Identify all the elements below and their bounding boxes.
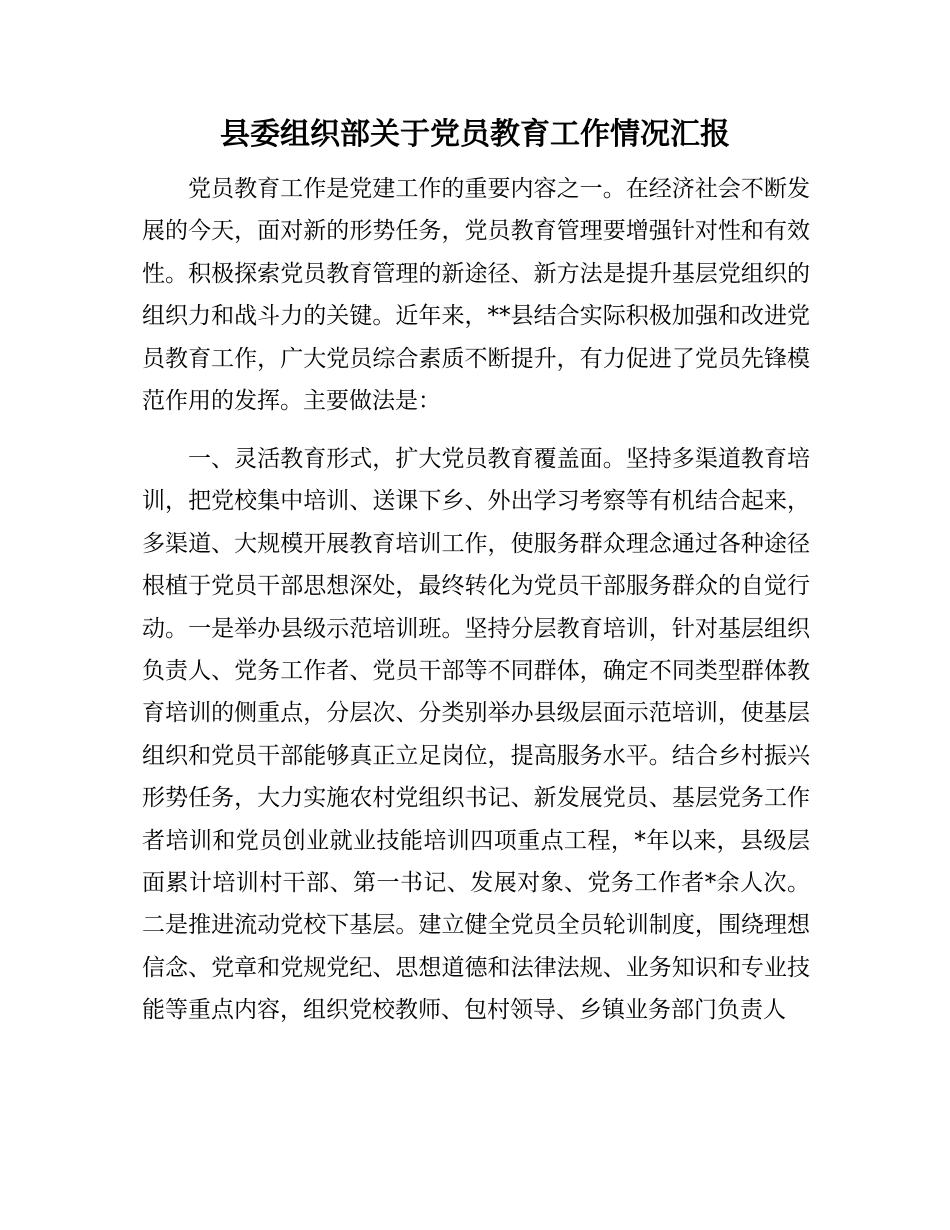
document-title: 县委组织部关于党员教育工作情况汇报 (220, 117, 730, 152)
paragraph-intro: 党员教育工作是党建工作的重要内容之一。在经济社会不断发展的今天，面对新的形势任务，党员教育管理要增强针对性和有效性。积极探索党员教育管理的新途径、新方法是提升基层党组织的组织力和战斗力的关键。近年来，**县结合实际积极加强和改进党员教育工作，广大党员综合素质不断提升，有力促进了党员先锋模范作用的发挥。主要做法是： (142, 176, 810, 415)
paragraph-section-one: 一、灵活教育形式，扩大党员教育覆盖面。坚持多渠道教育培训，把党校集中培训、送课下乡、外出学习考察等有机结合起来，多渠道、大规模开展教育培训工作，使服务群众理念通过各种途径根植于党员干部思想深处，最终转化为党员干部服务群众的自觉行动。一是举办县级示范培训班。坚持分层教育培训，针对基层组织负责人、党务工作者、党员干部等不同群体，确定不同类型群体教育培训的侧重点，分层次、分类别举办县级层面示范培训，使基层组织和党员干部能够真正立足岗位，提高服务水平。结合乡村振兴形势任务，大力实施农村党组织书记、新发展党员、基层党务工作者培训和党员创业就业技能培训四项重点工程，*年以来，县级层面累计培训村干部、第一书记、发展对象、党务工作者*余人次。二是推进流动党校下基层。建立健全党员全员轮训制度，围绕理想信念、党章和党规党纪、思想道德和法律法规、业务知识和专业技能等重点内容，组织党校教师、包村领导、乡镇业务部门负责人 (142, 446, 810, 1024)
